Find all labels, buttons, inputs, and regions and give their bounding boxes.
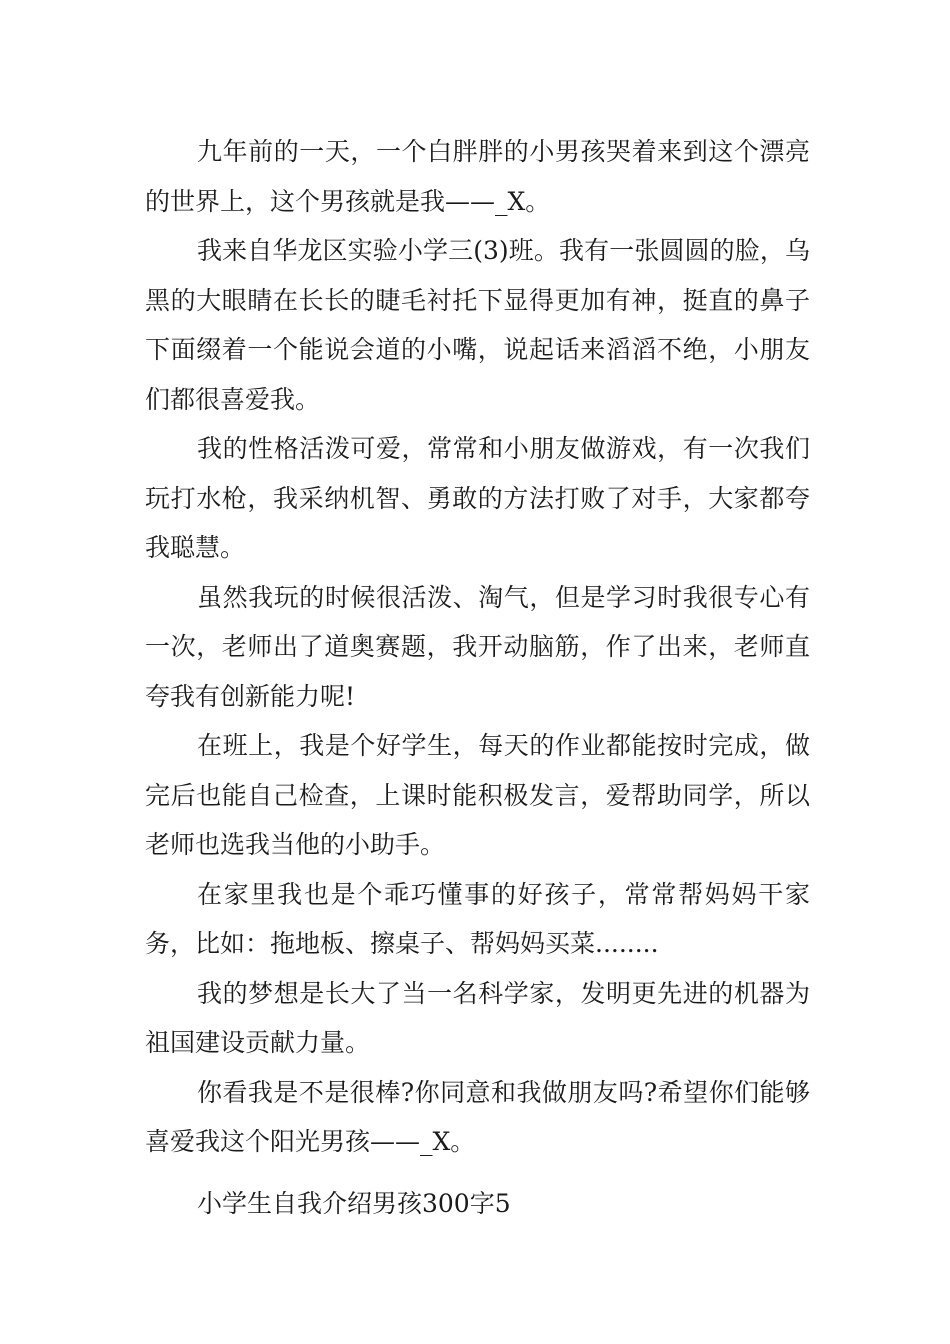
paragraph-1: 九年前的一天，一个白胖胖的小男孩哭着来到这个漂亮的世界上，这个男孩就是我——_X。 [145,137,810,216]
paragraph-2: 我来自华龙区实验小学三(3)班。我有一张圆圆的脸，乌黑的大眼睛在长长的睫毛衬托下显得更加有神，挺直的鼻子下面缀着一个能说会道的小嘴，说起话来滔滔不绝，小朋友们都很喜爱我。 [145,236,810,414]
paragraph-3: 我的性格活泼可爱，常常和小朋友做游戏，有一次我们玩打水枪，我采纳机智、勇敢的方法打败了对手，大家都夸我聪慧。 [145,434,810,562]
paragraph-4: 虽然我玩的时候很活泼、淘气，但是学习时我很专心有一次，老师出了道奥赛题，我开动脑筋，作了出来，老师直夸我有创新能力呢! [145,582,810,711]
paragraph-6: 在家里我也是个乖巧懂事的好孩子，常常帮妈妈干家务，比如：拖地板、擦桌子、帮妈妈买菜........ [145,879,810,958]
section-heading: 小学生自我介绍男孩300字5 [197,1188,511,1218]
paragraph-5: 在班上，我是个好学生，每天的作业都能按时完成，做完后也能自己检查，上课时能积极发言，爱帮助同学，所以老师也选我当他的小助手。 [145,731,810,859]
document-body [145,127,810,1228]
paragraph-7: 我的梦想是长大了当一名科学家，发明更先进的机器为祖国建设贡献力量。 [145,978,810,1057]
paragraph-8: 你看我是不是很棒?你同意和我做朋友吗?希望你们能够喜爱我这个阳光男孩——_X。 [145,1077,810,1156]
